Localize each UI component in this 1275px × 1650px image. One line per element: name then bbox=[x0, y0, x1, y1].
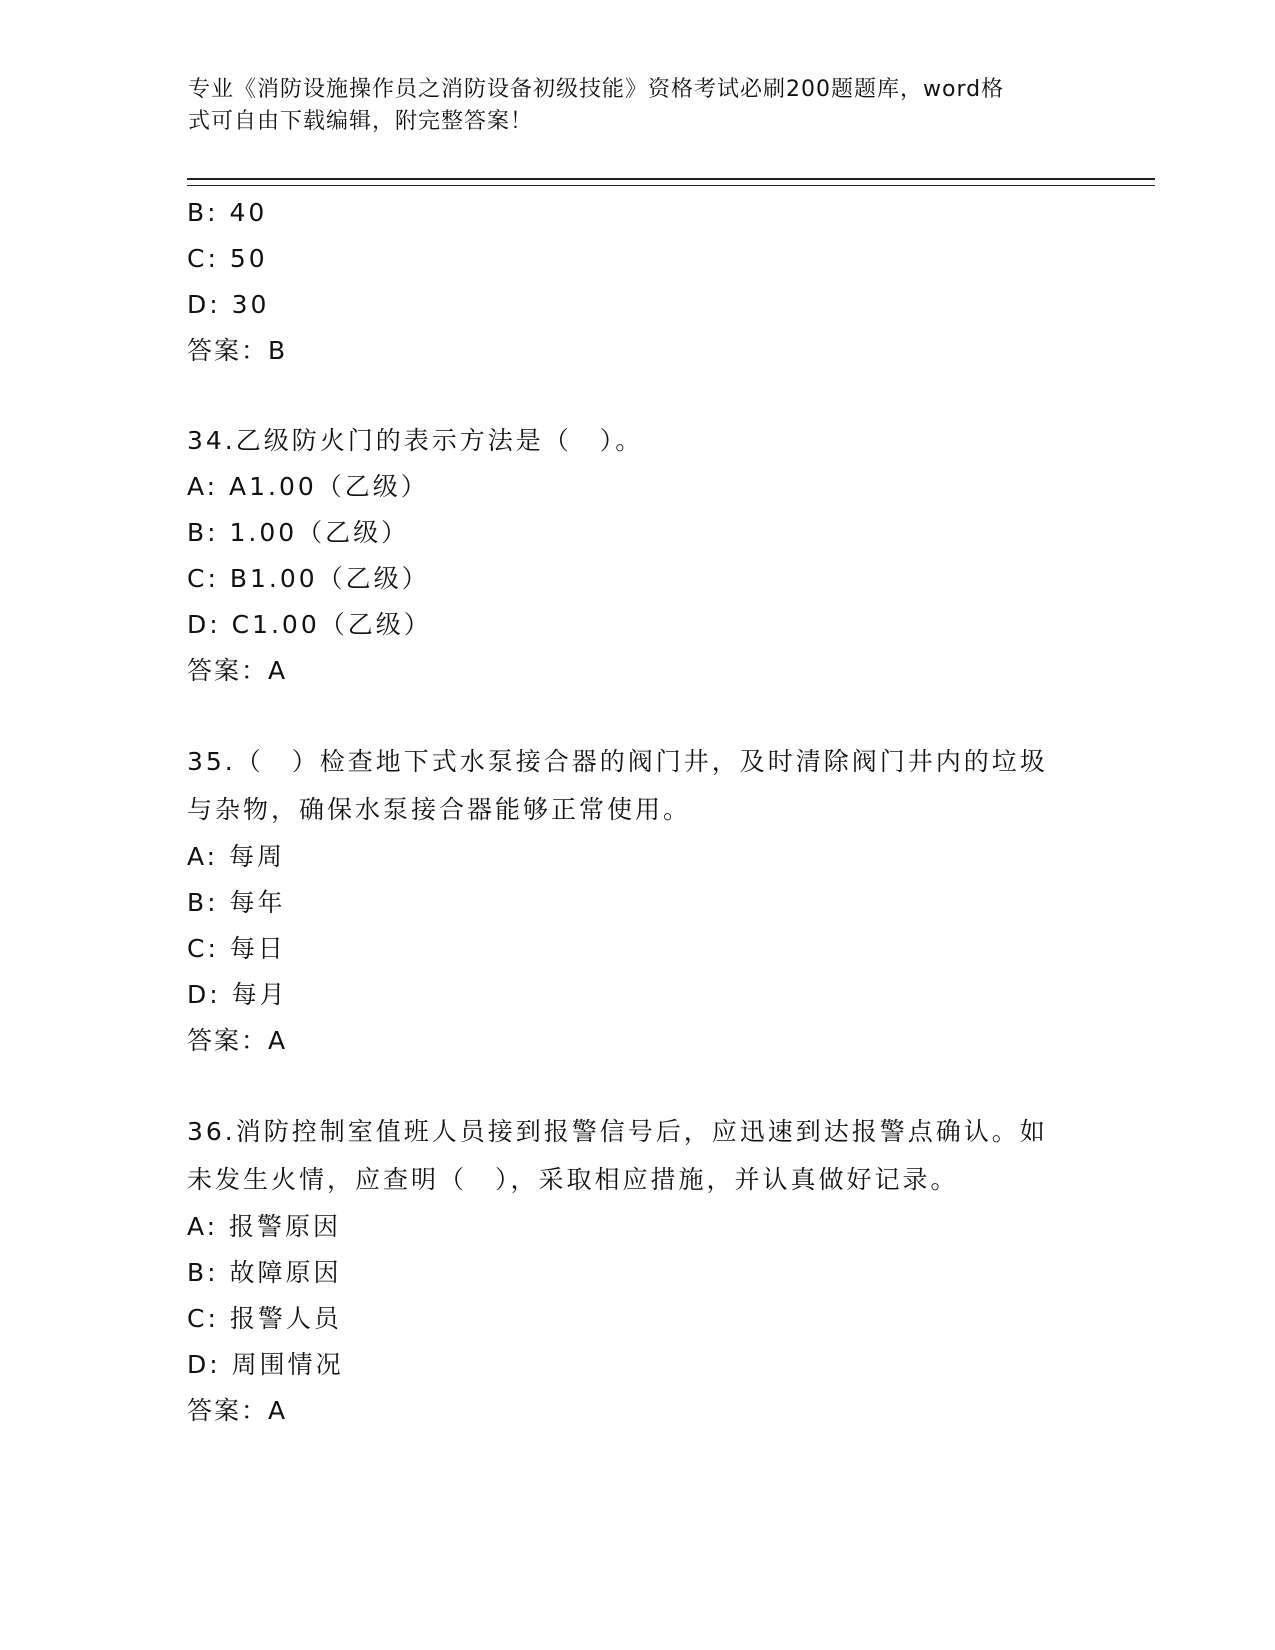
option-d: D: 每月 bbox=[187, 980, 288, 1009]
question-stem-line-2: 与杂物，确保水泵接合器能够正常使用。 bbox=[187, 795, 692, 824]
option-a: A: 每周 bbox=[187, 842, 286, 871]
answer: 答案：B bbox=[187, 336, 288, 365]
question-list bbox=[187, 190, 1087, 1434]
header-line-1: 专业《消防设施操作员之消防设备初级技能》资格考试必刷200题题库，word格 bbox=[188, 77, 1005, 102]
option-c: C: 50 bbox=[187, 244, 268, 273]
option-c: C: 每日 bbox=[187, 934, 286, 963]
option-d: D: C1.00（乙级） bbox=[187, 610, 432, 639]
question-stem-line-1: 36.消防控制室值班人员接到报警信号后，应迅速到达报警点确认。如 bbox=[187, 1117, 1048, 1146]
header-divider bbox=[187, 178, 1155, 186]
option-c: C: 报警人员 bbox=[187, 1304, 342, 1333]
page-header bbox=[188, 74, 1088, 138]
option-b: B: 1.00（乙级） bbox=[187, 518, 410, 547]
question-stem-line-1: 35.（ ）检查地下式水泵接合器的阀门井，及时清除阀门井内的垃圾 bbox=[187, 747, 1048, 776]
option-c: C: B1.00（乙级） bbox=[187, 564, 430, 593]
option-d: D: 30 bbox=[187, 290, 270, 319]
question-block-35 bbox=[187, 738, 1087, 1064]
header-line-2: 式可自由下载编辑，附完整答案！ bbox=[188, 109, 534, 134]
question-stem-line-2: 未发生火情，应查明（ ），采取相应措施，并认真做好记录。 bbox=[187, 1165, 959, 1194]
answer: 答案：A bbox=[187, 1396, 288, 1425]
option-b: B: 故障原因 bbox=[187, 1258, 342, 1287]
question-block-36 bbox=[187, 1108, 1087, 1434]
option-a: A: 报警原因 bbox=[187, 1212, 342, 1241]
option-b: B: 40 bbox=[187, 198, 268, 227]
option-b: B: 每年 bbox=[187, 888, 286, 917]
option-d: D: 周围情况 bbox=[187, 1350, 344, 1379]
answer: 答案：A bbox=[187, 1026, 288, 1055]
question-block-34 bbox=[187, 418, 1087, 694]
option-a: A: A1.00（乙级） bbox=[187, 472, 429, 501]
answer: 答案：A bbox=[187, 656, 288, 685]
question-block-33 bbox=[187, 190, 1087, 374]
question-stem: 34.乙级防火门的表示方法是（ ）。 bbox=[187, 426, 644, 455]
